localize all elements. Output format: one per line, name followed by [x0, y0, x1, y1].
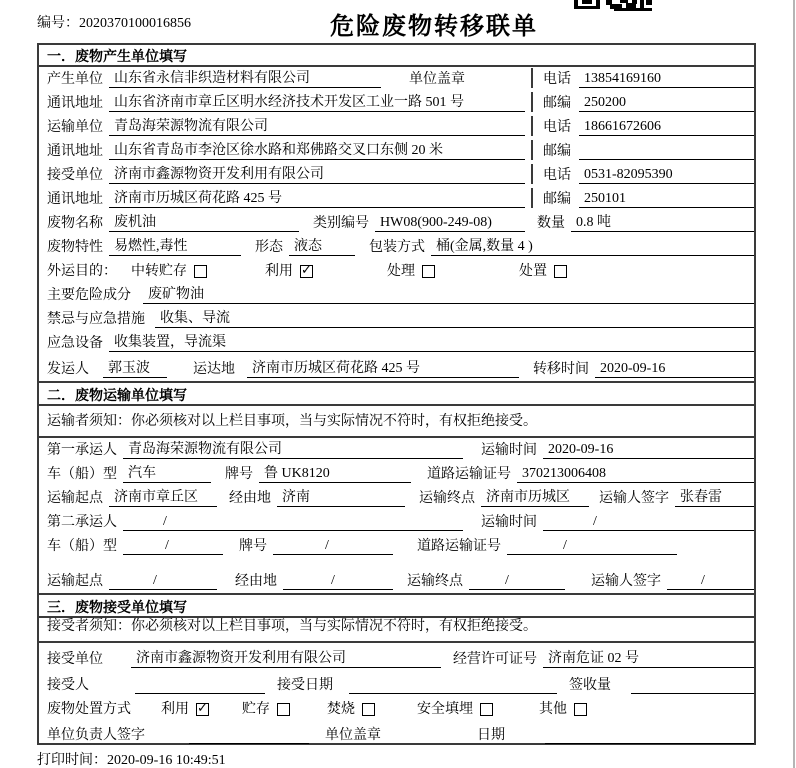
address2-value: 山东省青岛市李沧区徐水路和郑佛路交叉口东侧 20 米	[109, 139, 525, 160]
phone3-value: 0531-82095390	[579, 167, 754, 184]
row-taboo	[39, 307, 754, 331]
vehicle1-label: 车（船）型	[47, 467, 117, 482]
phone3-label: 电话	[543, 168, 571, 183]
transporter-value: 青岛海荣源物流有限公司	[109, 115, 525, 136]
transfer-time-label: 转移时间	[533, 362, 589, 377]
sign1-value: 张春雷	[675, 486, 754, 507]
hazard-label: 主要危险成分	[47, 288, 131, 303]
end2-value: /	[469, 573, 565, 590]
row-receive-unit	[39, 643, 754, 671]
road-cert2-label: 道路运输证号	[417, 539, 501, 554]
purpose-option-treat-label: 处理	[387, 263, 415, 279]
category-value: HW08(900-249-08)	[375, 215, 525, 232]
purpose-option-use	[265, 260, 313, 280]
row-receiver	[39, 163, 754, 187]
carrier2-label: 第二承运人	[47, 515, 117, 530]
row-transporter-address	[39, 139, 754, 163]
disposal-option-other-label: 其他	[539, 701, 567, 717]
end2-label: 运输终点	[407, 574, 463, 589]
receiver-label: 接受单位	[47, 168, 103, 183]
carrier2-value: /	[123, 514, 463, 531]
responsible-label: 单位负责人签字	[47, 728, 145, 743]
zip1-value: 250200	[579, 95, 754, 112]
zip1-label: 邮编	[543, 96, 571, 111]
receiver-value: 济南市鑫源物资开发利用有限公司	[109, 163, 525, 184]
row-transporter	[39, 115, 754, 139]
license-value: 济南危证 02 号	[543, 647, 754, 668]
disposal-option-other	[539, 698, 587, 718]
receive-date-label: 接受日期	[277, 678, 333, 693]
date2-value	[545, 727, 754, 744]
row-waste-traits	[39, 235, 754, 259]
serial-label: 编号：	[37, 16, 79, 31]
sign1-label: 运输人签字	[599, 491, 669, 506]
taboo-label: 禁忌与应急措施	[47, 312, 145, 327]
unit-stamp2-label: 单位盖章	[325, 728, 381, 743]
row-producer	[39, 67, 754, 91]
traits-label: 废物特性	[47, 240, 103, 255]
plate1-label: 牌号	[225, 467, 253, 482]
vehicle2-label: 车（船）型	[47, 539, 117, 554]
plate1-value: 鲁 UK8120	[259, 462, 411, 483]
receive-person-label: 接受人	[47, 678, 89, 693]
carrier1-value: 青岛海荣源物流有限公司	[123, 438, 463, 459]
via1-label: 经由地	[229, 491, 271, 506]
row-receiver-address	[39, 187, 754, 211]
qr-code-fragment	[574, 0, 652, 11]
row-disposal	[39, 697, 754, 721]
checkbox-transfer-storage	[194, 265, 207, 278]
transfer-time-value: 2020-09-16	[595, 361, 754, 378]
checkbox-use	[300, 265, 313, 278]
page-title: 危险废物转移联单	[330, 14, 538, 40]
time1-label: 运输时间	[481, 443, 537, 458]
print-time-value: 2020-09-16 10:49:51	[107, 753, 226, 768]
row-receive-person	[39, 671, 754, 697]
producer-label: 产生单位	[47, 72, 103, 87]
equipment-label: 应急设备	[47, 336, 103, 351]
time1-value: 2020-09-16	[543, 442, 754, 459]
vehicle2-value: /	[123, 538, 223, 555]
waste-name-label: 废物名称	[47, 216, 103, 231]
checkbox-dispose	[554, 265, 567, 278]
section-receive-title: 三．废物接受单位填写	[39, 593, 754, 618]
responsible-value	[189, 727, 309, 744]
row-waste-name	[39, 211, 754, 235]
zip2-value	[579, 143, 754, 160]
disposal-label: 废物处置方式	[47, 701, 131, 717]
row-consignor	[39, 355, 754, 381]
consignor-value: 郭玉波	[103, 357, 167, 378]
section-transport-title: 二．废物运输单位填写	[39, 381, 754, 406]
traits-value: 易燃性,毒性	[109, 235, 241, 256]
serial-value: 2020370100016856	[79, 16, 191, 31]
consignor-label: 发运人	[47, 362, 89, 377]
checkbox-treat	[422, 265, 435, 278]
row-vehicle1	[39, 462, 754, 486]
checkbox-disposal-landfill	[480, 703, 493, 716]
checkbox-disposal-use	[196, 703, 209, 716]
via2-value: /	[283, 573, 393, 590]
purpose-option-treat	[387, 260, 435, 280]
zip2-label: 邮编	[543, 144, 571, 159]
time2-label: 运输时间	[481, 515, 537, 530]
form-label: 形态	[255, 240, 283, 255]
disposal-option-landfill	[417, 698, 493, 718]
disposal-option-burn	[327, 698, 375, 718]
category-label: 类别编号	[313, 216, 369, 231]
waste-name-value: 废机油	[109, 211, 299, 232]
checkbox-disposal-store	[277, 703, 290, 716]
row-route2	[39, 558, 754, 593]
address1-label: 通讯地址	[47, 96, 103, 111]
date2-label: 日期	[477, 728, 505, 743]
taboo-value: 收集、导流	[155, 307, 754, 328]
section-producer	[39, 45, 754, 381]
sign2-label: 运输人签字	[591, 574, 661, 589]
checkbox-disposal-other	[574, 703, 587, 716]
phone1-value: 13854169160	[579, 71, 754, 88]
origin2-value: /	[109, 573, 217, 590]
section-receive	[39, 593, 754, 747]
road-cert1-value: 370213006408	[517, 466, 754, 483]
row-responsible	[39, 721, 754, 747]
address2-label: 通讯地址	[47, 144, 103, 159]
receive-notice: 接受者须知：你必须核对以上栏目事项，当与实际情况不符时，有权拒绝接受。	[39, 618, 754, 643]
sign2-value: /	[667, 573, 754, 590]
purpose-option-use-label: 利用	[265, 263, 293, 279]
receive-unit-value: 济南市鑫源物资开发利用有限公司	[131, 647, 441, 668]
receive-date-value	[349, 677, 557, 694]
zip3-value: 250101	[579, 191, 754, 208]
zip3-label: 邮编	[543, 192, 571, 207]
receive-unit-label: 接受单位	[47, 652, 103, 667]
destination-value: 济南市历城区荷花路 425 号	[247, 357, 519, 378]
end1-label: 运输终点	[419, 491, 475, 506]
via2-label: 经由地	[235, 574, 277, 589]
origin1-label: 运输起点	[47, 491, 103, 506]
row-route1	[39, 486, 754, 510]
transport-notice: 运输者须知：你必须核对以上栏目事项，当与实际情况不符时，有权拒绝接受。	[39, 406, 754, 438]
vehicle1-value: 汽车	[123, 462, 211, 483]
purpose-option-transfer-label: 中转贮存	[131, 263, 187, 279]
row-carrier1	[39, 438, 754, 462]
address1-value: 山东省济南市章丘区明水经济技术开发区工业一路 501 号	[109, 91, 525, 112]
form-value: 液态	[289, 235, 355, 256]
checkbox-disposal-burn	[362, 703, 375, 716]
window-edge	[793, 0, 795, 768]
manifest-form	[37, 43, 756, 745]
packing-value: 桶(金属,数量 4 )	[431, 235, 754, 256]
receive-person-value	[135, 677, 265, 694]
row-equipment	[39, 331, 754, 355]
print-time-line	[37, 749, 226, 768]
print-time-label: 打印时间：	[37, 753, 107, 768]
amount-value	[631, 677, 754, 694]
row-purpose	[39, 259, 754, 283]
end1-value: 济南市历城区	[481, 486, 589, 507]
via1-value: 济南	[277, 486, 405, 507]
section-transport	[39, 381, 754, 593]
phone2-value: 18661672606	[579, 119, 754, 136]
license-label: 经营许可证号	[453, 652, 537, 667]
disposal-option-burn-label: 焚烧	[327, 701, 355, 717]
address3-value: 济南市历城区荷花路 425 号	[109, 187, 525, 208]
amount-label: 签收量	[569, 678, 611, 693]
hazard-value: 废矿物油	[143, 283, 754, 304]
quantity-value: 0.8 吨	[571, 211, 754, 232]
plate2-value: /	[273, 538, 393, 555]
row-producer-address	[39, 91, 754, 115]
quantity-label: 数量	[537, 216, 565, 231]
road-cert1-label: 道路运输证号	[427, 467, 511, 482]
origin2-label: 运输起点	[47, 574, 103, 589]
address3-label: 通讯地址	[47, 192, 103, 207]
row-hazard	[39, 283, 754, 307]
phone1-label: 电话	[543, 72, 571, 87]
row-vehicle2	[39, 534, 754, 558]
destination-label: 运达地	[193, 362, 235, 377]
disposal-option-store-label: 贮存	[242, 701, 270, 717]
packing-label: 包装方式	[369, 240, 425, 255]
unit-stamp-label: 单位盖章	[409, 72, 465, 87]
purpose-option-dispose	[519, 260, 567, 280]
road-cert2-value: /	[507, 538, 677, 555]
disposal-option-use-label: 利用	[161, 701, 189, 717]
time2-value: /	[543, 514, 754, 531]
serial-number-line	[37, 12, 191, 32]
section-producer-title: 一．废物产生单位填写	[39, 45, 754, 67]
producer-value: 山东省永信非织造材料有限公司	[109, 67, 381, 88]
disposal-option-use	[161, 698, 209, 718]
row-carrier2	[39, 510, 754, 534]
disposal-option-store	[242, 698, 290, 718]
equipment-value: 收集装置，导流渠	[109, 331, 754, 352]
purpose-option-transfer	[131, 260, 207, 280]
purpose-option-dispose-label: 处置	[519, 263, 547, 279]
transporter-label: 运输单位	[47, 120, 103, 135]
disposal-option-landfill-label: 安全填埋	[417, 701, 473, 717]
origin1-value: 济南市章丘区	[109, 486, 217, 507]
plate2-label: 牌号	[239, 539, 267, 554]
carrier1-label: 第一承运人	[47, 443, 117, 458]
phone2-label: 电话	[543, 120, 571, 135]
purpose-label: 外运目的：	[47, 263, 117, 279]
